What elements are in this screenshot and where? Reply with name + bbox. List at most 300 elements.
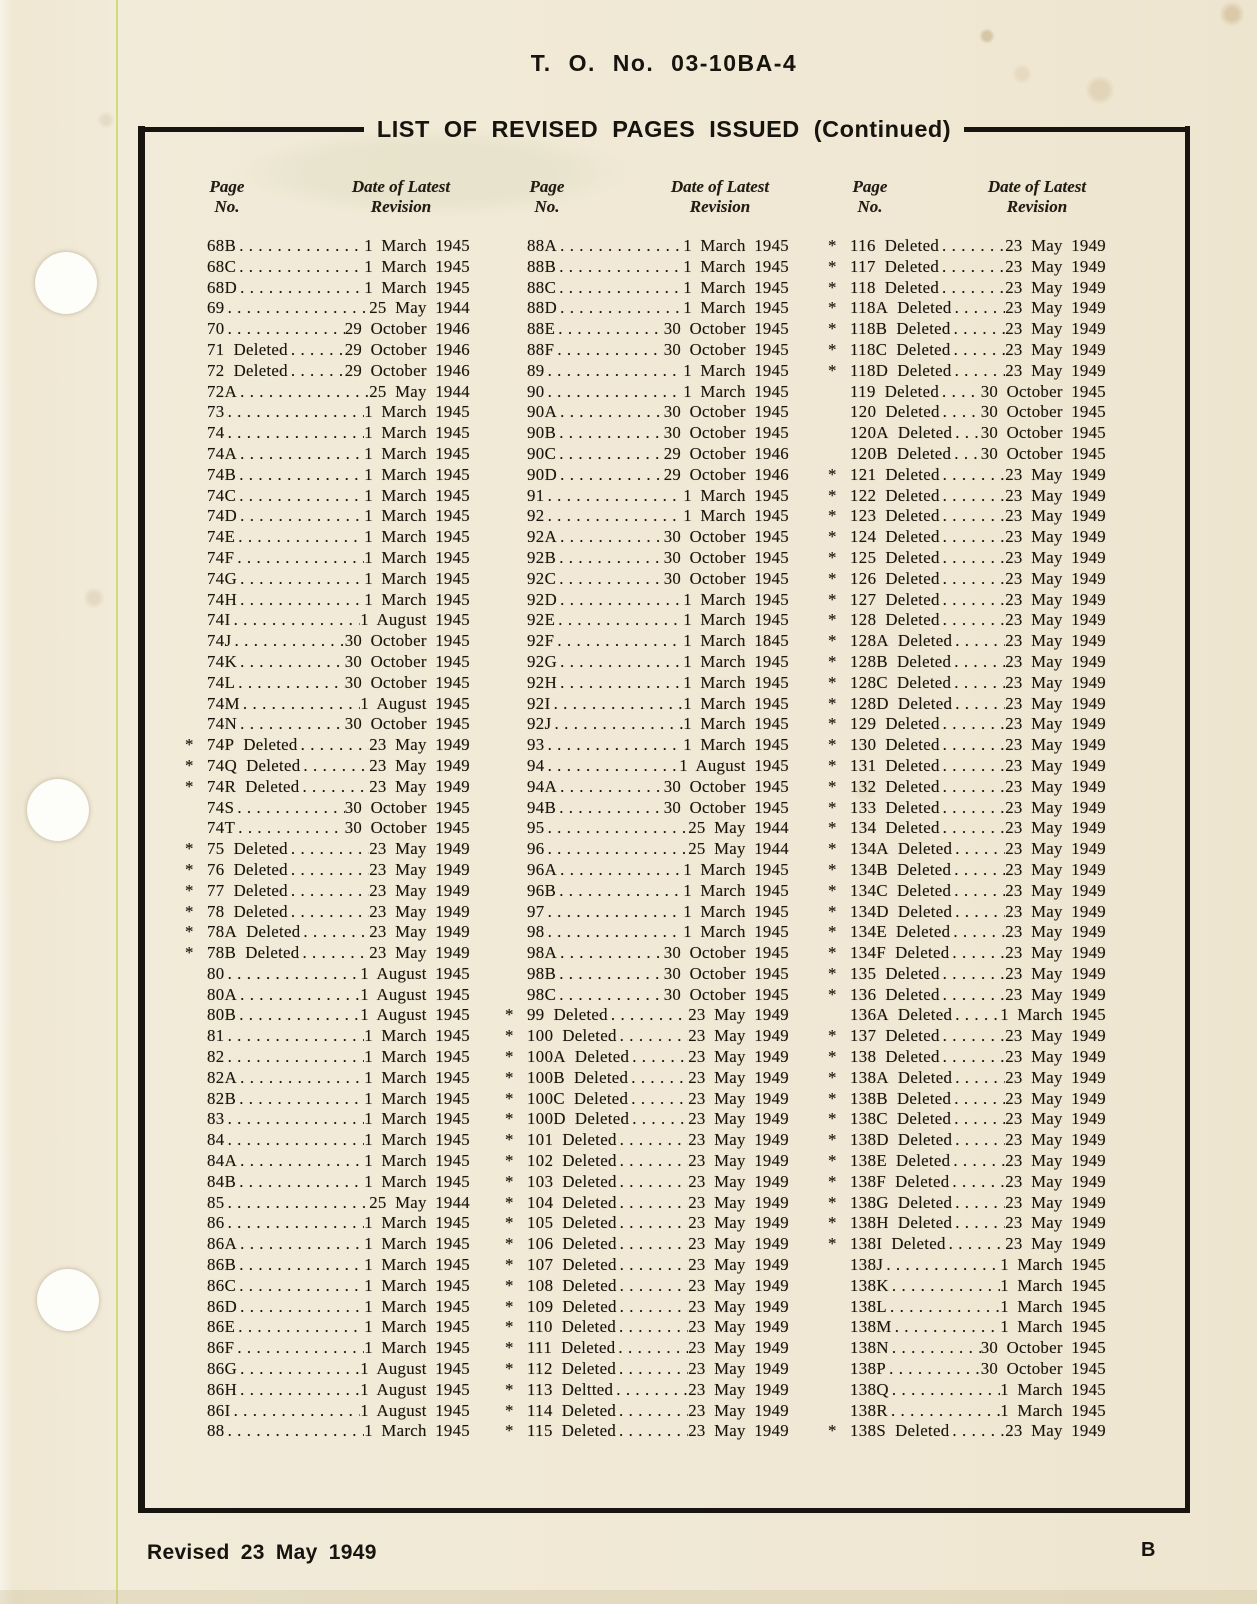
revision-date: 1 March 1945 (1000, 1005, 1106, 1025)
dot-leader (559, 548, 664, 569)
page-number: 72 (207, 360, 225, 380)
table-row (185, 257, 470, 278)
table-row (185, 1047, 470, 1068)
page-number: 137 (850, 1026, 877, 1046)
revision-date: 23 May 1949 (688, 1213, 789, 1233)
revision-date: 1 March 1945 (364, 1296, 470, 1316)
dot-leader (954, 1109, 1005, 1130)
revision-date: 23 May 1949 (688, 1067, 789, 1087)
dot-leader (291, 361, 345, 382)
revision-date: 1 March 1945 (1000, 1317, 1106, 1337)
deleted-asterisk: * (828, 1047, 837, 1067)
table-row (185, 1276, 470, 1297)
page-number: 88A (527, 236, 558, 255)
dot-leader (953, 922, 1005, 943)
dot-leader (240, 985, 360, 1006)
dot-leader (892, 1380, 1000, 1401)
table-row (505, 1130, 789, 1151)
deleted-asterisk: * (828, 859, 837, 879)
page-number: 112 (527, 1359, 553, 1379)
deleted-asterisk: * (828, 236, 837, 255)
deleted-note: Deleted (895, 1171, 950, 1191)
revision-date: 1 March 1945 (683, 610, 789, 630)
dot-leader (239, 465, 364, 486)
dot-leader (559, 423, 664, 444)
deleted-note: Deleted (245, 776, 300, 796)
revision-date: 30 October 1945 (980, 1338, 1106, 1358)
page-number: 92D (527, 589, 558, 609)
revision-date: 1 August 1945 (360, 1379, 470, 1399)
table-row (185, 1359, 470, 1380)
table-row (185, 1068, 470, 1089)
deleted-note: Deleted (245, 943, 300, 963)
page-number: 83 (207, 1109, 225, 1129)
table-row (185, 673, 470, 694)
dot-leader (631, 1068, 688, 1089)
deleted-note: Deleted (553, 1005, 608, 1025)
revision-date: 23 May 1949 (688, 1047, 789, 1067)
table-row (828, 298, 1106, 319)
deleted-asterisk: * (828, 360, 837, 380)
table-row (185, 1213, 470, 1234)
deleted-note: Deleted (885, 485, 940, 505)
revision-date: 23 May 1949 (1005, 651, 1106, 671)
deleted-note: Deleted (574, 1047, 630, 1067)
table-row (185, 319, 470, 340)
page-number: 107 (527, 1255, 554, 1275)
table-row (185, 236, 470, 257)
dot-leader (952, 1172, 1005, 1193)
revision-date: 1 March 1945 (364, 568, 470, 588)
page-no-header: Page No. (529, 177, 565, 216)
revision-date: 1 March 1945 (364, 1130, 470, 1150)
dot-leader (559, 798, 664, 819)
deleted-asterisk: * (185, 880, 194, 900)
dot-leader (943, 548, 1006, 569)
revision-date: 29 October 1946 (663, 443, 789, 463)
page-number: 96B (527, 880, 557, 900)
page-number: 99 (527, 1005, 545, 1025)
table-row (828, 673, 1106, 694)
revision-date: 23 May 1949 (1005, 236, 1106, 255)
deleted-asterisk: * (828, 1213, 837, 1233)
dot-leader (955, 423, 981, 444)
page-number: 138I (850, 1234, 883, 1254)
page-number: 138K (850, 1275, 889, 1295)
deleted-note: Deleted (897, 693, 953, 713)
table-row (185, 798, 470, 819)
revision-date: 30 October 1945 (344, 651, 470, 671)
table-row (828, 902, 1106, 923)
page-number: 138Q (850, 1379, 889, 1399)
revision-date: 23 May 1949 (688, 1130, 789, 1150)
deleted-asterisk: * (505, 1047, 514, 1067)
dot-leader (619, 1401, 688, 1422)
dot-leader (955, 694, 1005, 715)
revision-date: 30 October 1945 (344, 672, 470, 692)
revision-date: 25 May 1944 (369, 1192, 470, 1212)
page-number: 104 (527, 1192, 554, 1212)
table-row (505, 444, 789, 465)
table-row (828, 714, 1106, 735)
page-number: 94B (527, 797, 557, 817)
dot-leader (559, 569, 664, 590)
page-number: 88B (527, 256, 557, 276)
deleted-asterisk: * (828, 714, 837, 734)
deleted-asterisk: * (828, 1421, 837, 1441)
page-title: LIST OF REVISED PAGES ISSUED (Continued) (376, 115, 952, 142)
deleted-note: Deleted (895, 943, 950, 963)
document-number: T. O. No. 03-10BA-4 (530, 50, 798, 76)
revision-date: 23 May 1949 (688, 1234, 789, 1254)
page-number: 95 (527, 818, 545, 838)
deleted-note: Deleted (897, 423, 953, 443)
page-number: 128C (850, 672, 888, 692)
table-row (185, 777, 470, 798)
dot-leader (239, 1276, 364, 1297)
table-row (185, 652, 470, 673)
page-number: 90D (527, 464, 558, 484)
page-number: 82 (207, 1047, 225, 1067)
dot-leader (954, 319, 1006, 340)
deleted-asterisk: * (185, 943, 194, 963)
table-row (828, 361, 1106, 382)
deleted-note: Deleted (573, 1067, 629, 1087)
scan-edge-line (116, 0, 118, 1604)
revision-date: 23 May 1949 (688, 1171, 789, 1191)
dot-leader (548, 735, 684, 756)
revision-date: 30 October 1945 (980, 443, 1106, 463)
revision-date: 1 March 1945 (1000, 1379, 1106, 1399)
table-row (505, 860, 789, 881)
table-row (828, 1172, 1106, 1193)
table-row (828, 402, 1106, 423)
revision-date: 30 October 1945 (663, 963, 789, 983)
revision-date: 1 March 1945 (364, 485, 470, 505)
page-number: 138J (850, 1255, 884, 1275)
page-number: 84 (207, 1130, 225, 1150)
deleted-note: Deleted (895, 1421, 950, 1441)
dot-leader (620, 1193, 689, 1214)
page-number: 122 (850, 485, 877, 505)
dot-leader (302, 943, 369, 964)
revision-date: 1 March 1845 (683, 631, 789, 651)
revision-date: 1 August 1945 (360, 963, 470, 983)
deleted-note: Deleted (562, 1213, 617, 1233)
deleted-note: Deleted (562, 1026, 617, 1046)
deleted-asterisk: * (828, 506, 837, 526)
dot-leader (235, 631, 345, 652)
table-row (828, 423, 1106, 444)
dot-leader (942, 382, 981, 403)
dot-leader (559, 444, 664, 465)
dot-leader (228, 298, 370, 319)
table-row (185, 1317, 470, 1338)
revision-date: 1 March 1945 (364, 256, 470, 276)
page-number: 118A (850, 298, 889, 318)
deleted-asterisk: * (828, 755, 837, 775)
page-number: 86E (207, 1317, 236, 1337)
deleted-asterisk: * (505, 1255, 514, 1275)
punch-hole (37, 1269, 99, 1331)
deleted-note: Deleted (885, 1047, 940, 1067)
table-row (505, 818, 789, 839)
dot-leader (632, 1047, 688, 1068)
revision-date: 1 March 1945 (683, 277, 789, 297)
table-row (505, 631, 789, 652)
page-number: 118 (850, 277, 876, 297)
table-row (505, 1380, 789, 1401)
deleted-note: Deleted (896, 1088, 952, 1108)
deleted-asterisk: * (828, 298, 837, 318)
table-row (828, 1255, 1106, 1276)
dot-leader (943, 465, 1006, 486)
table-row (505, 298, 789, 319)
deleted-note: Deleted (561, 1317, 617, 1337)
deleted-asterisk: * (828, 319, 837, 339)
revision-date: 1 March 1945 (364, 1275, 470, 1295)
table-row (185, 902, 470, 923)
page-number: 138 (850, 1047, 877, 1067)
deleted-asterisk: * (828, 1130, 837, 1150)
revision-date: 1 March 1945 (364, 236, 470, 255)
page-number: 69 (207, 298, 225, 318)
table-row (505, 839, 789, 860)
dot-leader (240, 278, 364, 299)
revision-date: 23 May 1949 (1005, 464, 1106, 484)
deleted-note: Deleted (884, 256, 940, 276)
revision-date: 30 October 1945 (980, 402, 1106, 422)
table-row (185, 590, 470, 611)
dot-leader (891, 1401, 1000, 1422)
revision-date: 1 March 1945 (683, 714, 789, 734)
deleted-note: Deleted (562, 1296, 617, 1316)
deleted-note: Deleted (897, 1005, 953, 1025)
page-number: 80A (207, 984, 238, 1004)
table-row (828, 860, 1106, 881)
dot-leader (620, 1255, 689, 1276)
dot-leader (548, 818, 689, 839)
page-number: 100D (527, 1109, 566, 1129)
page-number: 81 (207, 1026, 225, 1046)
dot-leader (240, 506, 364, 527)
dot-leader (631, 1089, 688, 1110)
dot-leader (237, 1338, 364, 1359)
deleted-note: Deleted (896, 339, 951, 359)
page-number: 74J (207, 631, 232, 651)
dot-leader (560, 402, 664, 423)
deleted-note: Deleted (884, 277, 940, 297)
dot-leader (632, 1109, 688, 1130)
page-number: 100 (527, 1026, 554, 1046)
dot-leader (955, 902, 1005, 923)
dot-leader (560, 236, 683, 257)
page-number: 118C (850, 339, 888, 359)
page-number: 74B (207, 464, 237, 484)
page-number: 88 (207, 1421, 225, 1441)
dot-leader (238, 527, 364, 548)
page-number: 121 (850, 464, 877, 484)
deleted-note: Deleted (885, 714, 940, 734)
dot-leader (239, 486, 364, 507)
deleted-asterisk: * (505, 1379, 514, 1399)
revision-date: 23 May 1949 (1005, 922, 1106, 942)
deleted-asterisk: * (505, 1067, 514, 1087)
revision-date: 23 May 1949 (688, 1338, 789, 1358)
table-row (185, 1297, 470, 1318)
dot-leader (291, 340, 345, 361)
deleted-asterisk: * (828, 693, 837, 713)
revision-date: 23 May 1949 (1005, 610, 1106, 630)
dot-leader (560, 652, 683, 673)
dot-leader (240, 652, 345, 673)
revision-date: 23 May 1949 (1005, 1109, 1106, 1129)
page-number: 78B (207, 943, 237, 963)
revision-date: 23 May 1949 (1005, 256, 1106, 276)
revision-date: 1 March 1945 (1000, 1296, 1106, 1316)
dot-leader (953, 1151, 1005, 1172)
page-number: 134 (850, 818, 877, 838)
deleted-asterisk: * (828, 277, 837, 297)
deleted-asterisk: * (828, 818, 837, 838)
dot-leader (240, 714, 345, 735)
revision-date: 23 May 1949 (369, 839, 470, 859)
page-number: 138G (850, 1192, 889, 1212)
deleted-note: Deleted (885, 818, 940, 838)
table-row (185, 382, 470, 403)
dot-leader (943, 590, 1006, 611)
page-number: 92B (527, 547, 557, 567)
table-row (185, 1255, 470, 1276)
revision-date: 23 May 1949 (688, 1005, 789, 1025)
deleted-asterisk: * (828, 1067, 837, 1087)
revision-date: 1 March 1945 (364, 1109, 470, 1129)
table-row (828, 1234, 1106, 1255)
page-number: 92F (527, 631, 555, 651)
table-row (505, 1213, 789, 1234)
table-row (828, 652, 1106, 673)
deleted-note: Deleted (885, 776, 940, 796)
deleted-note: Deleted (562, 1275, 617, 1295)
page-number: 138E (850, 1151, 888, 1171)
dot-leader (943, 985, 1006, 1006)
dot-leader (557, 340, 663, 361)
table-row (185, 1005, 470, 1026)
page-number: 86I (207, 1400, 231, 1420)
page-number: 74K (207, 651, 238, 671)
table-row (828, 569, 1106, 590)
page-no-header: Page No. (852, 177, 888, 216)
deleted-asterisk: * (505, 1192, 514, 1212)
revision-date: 23 May 1949 (688, 1275, 789, 1295)
punch-hole (35, 252, 97, 314)
dot-leader (240, 1380, 360, 1401)
table-row (185, 756, 470, 777)
revision-date: 1 March 1945 (683, 381, 789, 401)
page-number: 120 (850, 402, 877, 422)
table-row (185, 298, 470, 319)
table-row (505, 964, 789, 985)
dot-leader (303, 922, 369, 943)
table-row (828, 985, 1106, 1006)
page-number: 129 (850, 714, 877, 734)
table-row (828, 839, 1106, 860)
dot-leader (238, 818, 344, 839)
page-number: 92C (527, 568, 557, 588)
dot-leader (889, 1359, 981, 1380)
dot-leader (228, 1047, 365, 1068)
revision-date: 1 March 1945 (683, 298, 789, 318)
table-row (505, 465, 789, 486)
revision-date: 1 March 1945 (364, 547, 470, 567)
page-number: 74N (207, 714, 238, 734)
revision-date: 1 March 1945 (364, 402, 470, 422)
deleted-asterisk: * (828, 735, 837, 755)
dot-leader (943, 610, 1006, 631)
deleted-note: Deleted (562, 1171, 617, 1191)
deleted-note: Deltted (561, 1379, 614, 1399)
page-number: 91 (527, 485, 545, 505)
deleted-asterisk: * (505, 1109, 514, 1129)
revision-date: 1 March 1945 (364, 1026, 470, 1046)
page-number: 125 (850, 547, 877, 567)
deleted-asterisk: * (505, 1317, 514, 1337)
page-number: 101 (527, 1130, 554, 1150)
dot-leader (943, 798, 1006, 819)
dot-leader (943, 527, 1006, 548)
revision-date: 1 March 1945 (1000, 1275, 1106, 1295)
dot-leader (228, 964, 361, 985)
page-number: 117 (850, 256, 876, 276)
table-row (505, 1172, 789, 1193)
deleted-asterisk: * (505, 1338, 514, 1358)
page-number: 138A (850, 1067, 889, 1087)
table-row (505, 985, 789, 1006)
deleted-asterisk: * (505, 1005, 514, 1025)
revision-date: 1 March 1945 (683, 859, 789, 879)
revision-date: 1 March 1945 (364, 423, 470, 443)
page-number: 114 (527, 1400, 553, 1420)
dot-leader (228, 1109, 365, 1130)
page-number: 74P (207, 735, 235, 755)
dot-leader (611, 1005, 688, 1026)
table-row (828, 631, 1106, 652)
revision-date: 23 May 1949 (1005, 672, 1106, 692)
deleted-asterisk: * (505, 1359, 514, 1379)
table-row (185, 922, 470, 943)
deleted-note: Deleted (562, 1130, 617, 1150)
revision-date: 1 March 1945 (683, 360, 789, 380)
dot-leader (240, 382, 369, 403)
deleted-asterisk: * (828, 256, 837, 276)
table-row (185, 444, 470, 465)
revision-date: 23 May 1949 (688, 1317, 789, 1337)
revision-date: 1 March 1945 (683, 589, 789, 609)
table-row (185, 1234, 470, 1255)
table-row (828, 465, 1106, 486)
revision-date: 29 October 1946 (344, 319, 470, 339)
deleted-note: Deleted (243, 735, 298, 755)
dot-leader (228, 402, 365, 423)
deleted-asterisk: * (185, 755, 194, 775)
deleted-asterisk: * (828, 880, 837, 900)
revision-date: 23 May 1949 (1005, 506, 1106, 526)
revision-date: 23 May 1949 (1005, 1213, 1106, 1233)
table-row (185, 1151, 470, 1172)
deleted-asterisk: * (828, 464, 837, 484)
revision-date: 23 May 1949 (688, 1421, 789, 1441)
dot-leader (301, 735, 370, 756)
